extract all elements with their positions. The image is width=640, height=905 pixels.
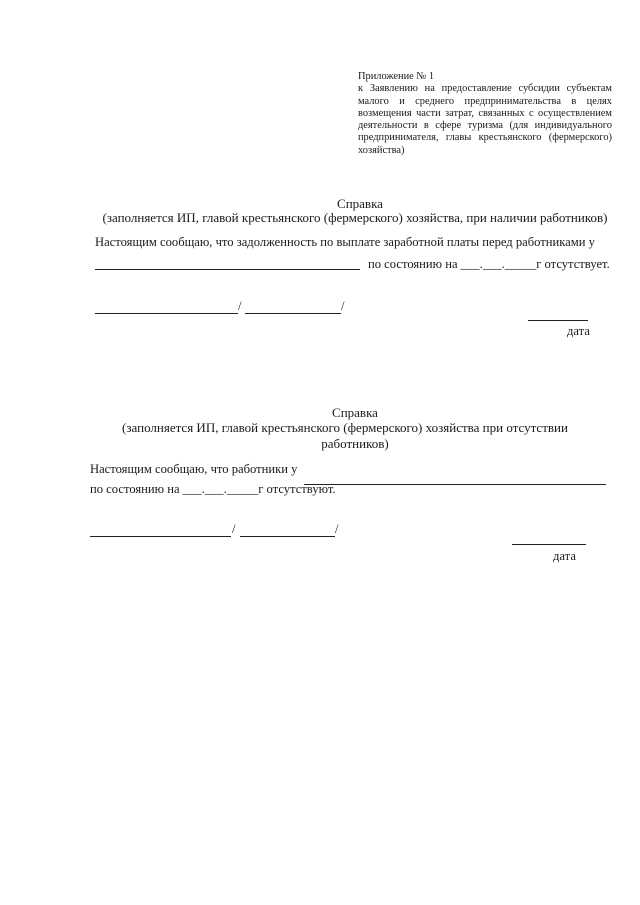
annex-line-4: деятельности в сфере туризма (для индивидуального [358, 120, 612, 132]
form1-subtitle: (заполняется ИП, главой крестьянского (фермерского) хозяйства, при наличии работников) [102, 210, 608, 225]
form2-slash-2: / [335, 522, 339, 536]
form2-subtitle-line1: (заполняется ИП, главой крестьянского (фермерского) хозяйства при отсутствии [122, 420, 568, 435]
form1-slash-1: / [238, 299, 242, 313]
form2-subtitle-line2: работников) [321, 436, 389, 451]
form2-text-line2: по состоянию на ___.___._____г отсутствуют. [90, 482, 336, 496]
form2-name-field[interactable] [304, 484, 606, 485]
form2-name-decode-field[interactable] [240, 536, 335, 537]
annex-line-3: возмещения части затрат, связанных с осуществлением [358, 107, 612, 119]
form2-title: Справка [332, 405, 378, 420]
annex-block [358, 71, 612, 157]
form2-slash-1: / [232, 522, 236, 536]
form1-name-decode-field[interactable] [245, 313, 341, 314]
annex-title: Приложение № 1 [358, 71, 435, 82]
form1-name-field[interactable] [95, 269, 360, 270]
form1-title: Справка [337, 196, 383, 211]
form1-slash-2: / [341, 299, 345, 313]
form1-date-label: дата [567, 324, 590, 338]
form2-text-line1: Настоящим сообщаю, что работники у [90, 462, 298, 476]
annex-line-1: к Заявлению на предоставление субсидии субъектам [358, 83, 612, 95]
form1-text-line2: по состоянию на ___.___._____г отсутствует. [368, 257, 610, 271]
form2-signature-field[interactable] [90, 536, 231, 537]
form1-date-field[interactable] [528, 320, 588, 321]
annex-line-6: хозяйства) [358, 144, 405, 156]
form2-date-label: дата [553, 549, 576, 563]
form1-text-line1: Настоящим сообщаю, что задолженность по выплате заработной платы перед работниками у [95, 235, 595, 249]
form2-date-field[interactable] [512, 544, 586, 545]
form1-signature-field[interactable] [95, 313, 238, 314]
annex-line-5: предпринимателя, главы крестьянского (фермерского) [358, 132, 612, 144]
annex-line-2: малого и среднего предпринимательства в целях [358, 95, 612, 107]
